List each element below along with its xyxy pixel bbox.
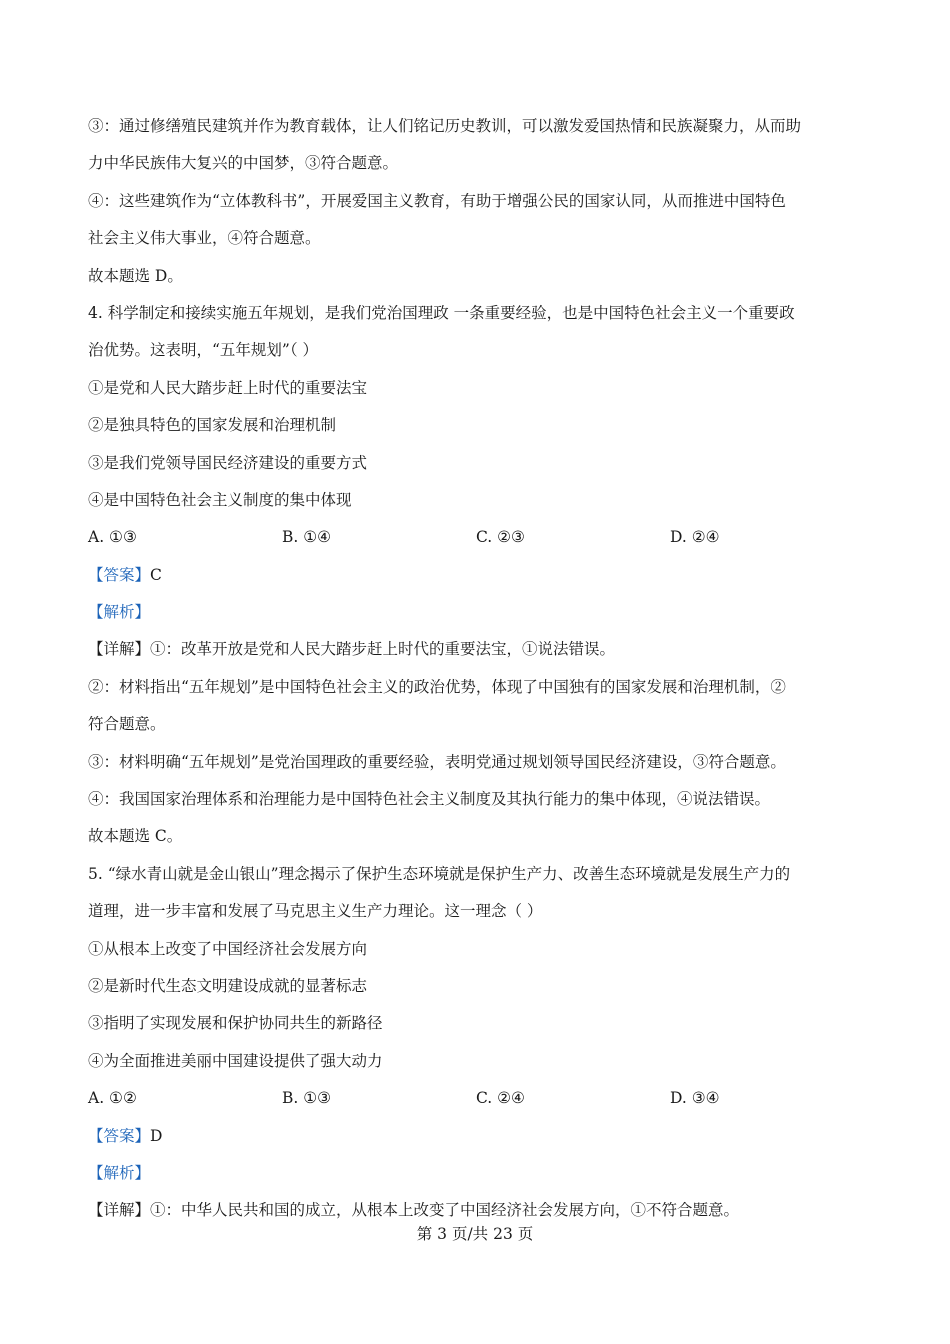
q3-explanation-item4-line1: ④：这些建筑作为“立体教科书”，开展爱国主义教育，有助于增强公民的国家认同，从而推进中国特色 bbox=[88, 191, 786, 210]
page-footer: 第 3 页/共 23 页 bbox=[416, 1225, 534, 1243]
q4-detail-line4: ③：材料明确“五年规划”是党治国理政的重要经验，表明党通过规划领导国民经济建设，③符合题意。 bbox=[88, 752, 786, 771]
q5-answer bbox=[88, 1118, 868, 1155]
q5-option-b: B. ①③ bbox=[282, 1089, 332, 1108]
q4-option-c: C. ②③ bbox=[476, 528, 525, 547]
q4-stem-line2: 治优势。这表明，“五年规划”（ ） bbox=[88, 341, 319, 360]
q4-answer-value: C bbox=[150, 565, 162, 584]
q5-option-d: D. ③④ bbox=[670, 1089, 720, 1108]
q4-detail-line3: 符合题意。 bbox=[88, 715, 166, 734]
q5-detail-tag: 【详解】 bbox=[88, 1201, 151, 1220]
q4-answer-tag: 【答案】 bbox=[88, 565, 151, 584]
q5-stem-line2: 道理，进一步丰富和发展了马克思主义生产力理论。这一理念（ ） bbox=[88, 902, 543, 921]
q4-detail-line1 bbox=[88, 631, 868, 668]
q4-answer bbox=[88, 557, 868, 594]
q4-option-a: A. ①③ bbox=[88, 528, 137, 547]
q5-detail-text1: ①：中华人民共和国的成立，从根本上改变了中国经济社会发展方向，①不符合题意。 bbox=[150, 1201, 740, 1220]
q4-detail-tag: 【详解】 bbox=[88, 640, 151, 659]
q4-detail-line5: ④：我国国家治理体系和治理能力是中国特色社会主义制度及其执行能力的集中体现，④说法错误。 bbox=[88, 790, 771, 809]
q3-explanation-item4-line2: 社会主义伟大事业，④符合题意。 bbox=[88, 229, 321, 248]
q4-analysis bbox=[88, 594, 868, 631]
q4-statement-1: ①是党和人民大踏步赶上时代的重要法宝 bbox=[88, 378, 368, 397]
document-page bbox=[88, 108, 868, 1230]
q5-answer-value: D bbox=[150, 1126, 163, 1145]
q4-detail-text1: ①：改革开放是党和人民大踏步赶上时代的重要法宝，①说法错误。 bbox=[150, 640, 616, 659]
q5-analysis-tag: 【解析】 bbox=[88, 1163, 151, 1182]
q5-options bbox=[88, 1080, 868, 1117]
q4-statement-3: ③是我们党领导国民经济建设的重要方式 bbox=[88, 453, 368, 472]
q3-explanation-item3-line2: 力中华民族伟大复兴的中国梦，③符合题意。 bbox=[88, 154, 399, 173]
q5-stem-line1: 5. “绿水青山就是金山银山”理念揭示了保护生态环境就是保护生产力、改善生态环境就是发展生产力的 bbox=[88, 864, 791, 883]
q4-detail-line2: ②：材料指出“五年规划”是中国特色社会主义的政治优势，体现了中国独有的国家发展和治理机制，② bbox=[88, 677, 786, 696]
q4-options bbox=[88, 519, 868, 556]
q5-answer-tag: 【答案】 bbox=[88, 1126, 151, 1145]
q4-statement-2: ②是独具特色的国家发展和治理机制 bbox=[88, 416, 337, 435]
q4-conclusion: 故本题选 C。 bbox=[88, 827, 183, 846]
q5-option-c: C. ②④ bbox=[476, 1089, 525, 1108]
q3-conclusion: 故本题选 D。 bbox=[88, 266, 183, 285]
q4-statement-4: ④是中国特色社会主义制度的集中体现 bbox=[88, 490, 352, 509]
q5-analysis bbox=[88, 1155, 868, 1192]
q5-statement-2: ②是新时代生态文明建设成就的显著标志 bbox=[88, 976, 368, 995]
q5-option-a: A. ①② bbox=[88, 1089, 137, 1108]
q3-explanation-item3-line1: ③：通过修缮殖民建筑并作为教育载体，让人们铭记历史教训，可以激发爱国热情和民族凝聚力，从而助 bbox=[88, 117, 802, 135]
q4-analysis-tag: 【解析】 bbox=[88, 603, 151, 622]
q4-option-b: B. ①④ bbox=[282, 528, 332, 547]
q5-statement-3: ③指明了实现发展和保护协同共生的新路径 bbox=[88, 1014, 383, 1033]
q4-stem-line1: 4. 科学制定和接续实施五年规划，是我们党治国理政 一条重要经验，也是中国特色社会主义一个重要政 bbox=[88, 303, 795, 322]
q4-option-d: D. ②④ bbox=[670, 528, 720, 547]
q5-statement-1: ①从根本上改变了中国经济社会发展方向 bbox=[88, 939, 368, 958]
q5-statement-4: ④为全面推进美丽中国建设提供了强大动力 bbox=[88, 1051, 383, 1070]
